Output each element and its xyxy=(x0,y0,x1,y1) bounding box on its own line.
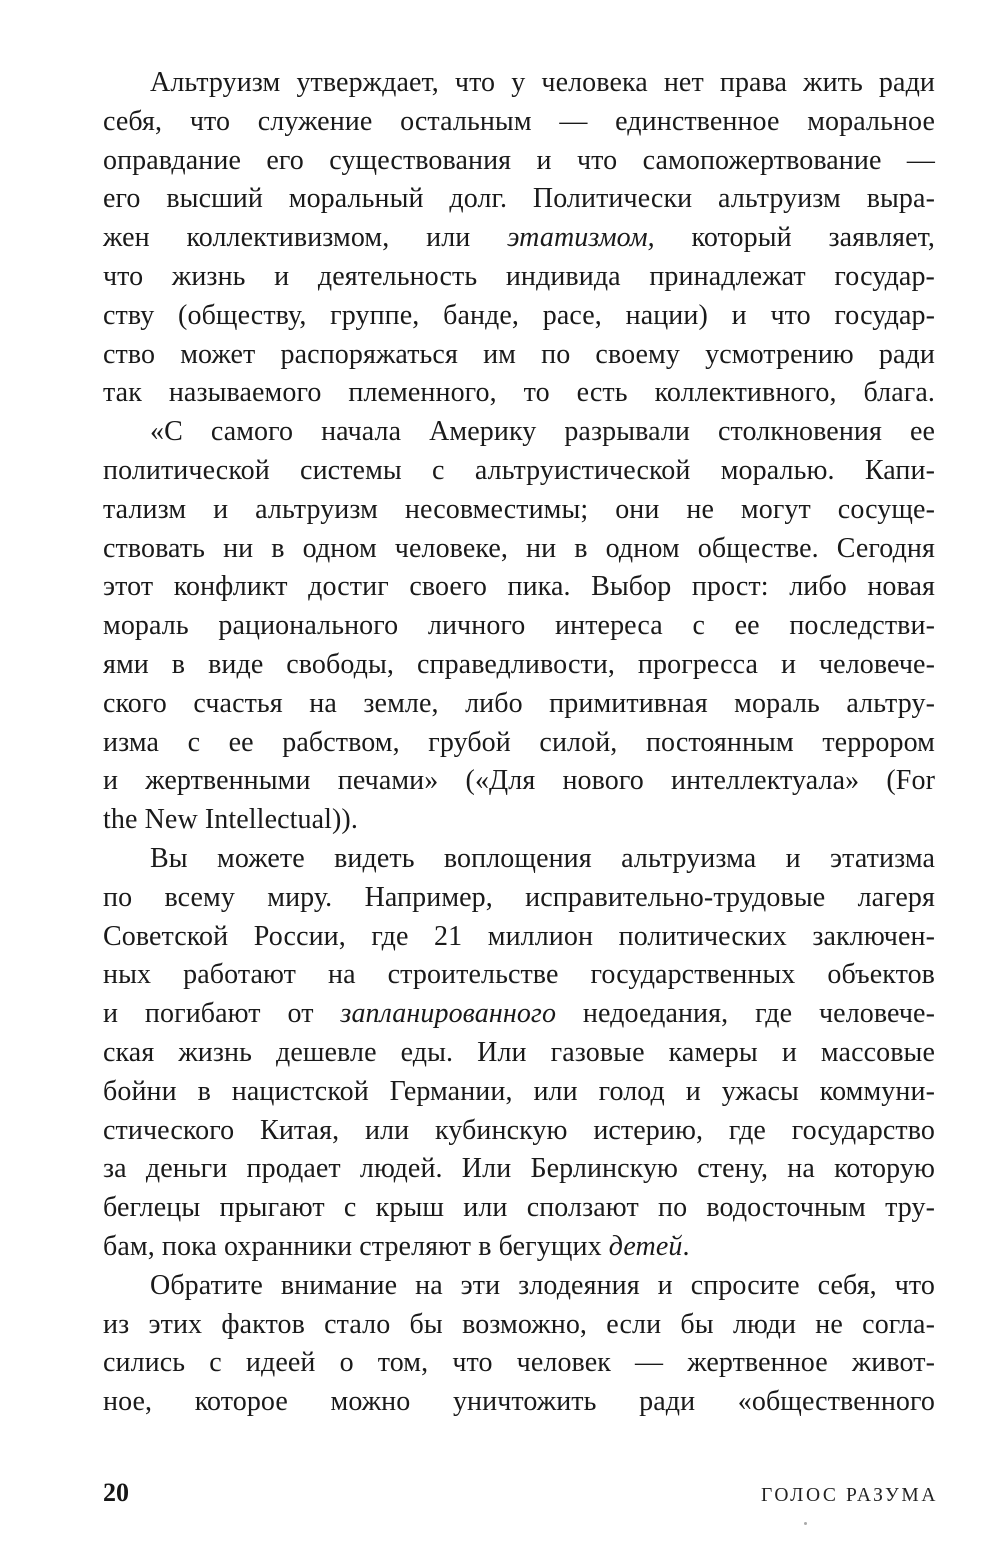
text-line xyxy=(103,995,935,1034)
text-segment: оправдание его существования и что самопожертвование — xyxy=(103,144,935,176)
text-segment: недоедания, где человече- xyxy=(556,998,935,1030)
italic-text: запланированного xyxy=(340,998,557,1030)
text-segment: ству (обществу, группе, банде, расе, нации) и что государ- xyxy=(103,299,935,331)
text-line xyxy=(103,103,935,142)
page-number: 20 xyxy=(103,1478,129,1507)
text-segment: the New Intellectual)). xyxy=(103,804,358,836)
paragraph xyxy=(103,1267,935,1422)
page-footer xyxy=(103,1478,938,1508)
text-line xyxy=(103,1267,935,1306)
text-segment: бойни в нацистской Германии, или голод и ужасы коммуни- xyxy=(103,1075,935,1107)
text-segment: Обратите внимание на эти злодеяния и спросите себя, что xyxy=(150,1269,935,1301)
text-segment: жен коллективизмом, или xyxy=(103,222,508,254)
text-segment: и погибают от xyxy=(103,998,341,1030)
text-segment: себя, что служение остальным — единственное моральное xyxy=(103,105,935,137)
text-segment: ского счастья на земле, либо примитивная мораль альтру- xyxy=(103,687,935,719)
text-line xyxy=(103,530,935,569)
text-line xyxy=(103,180,935,219)
text-line xyxy=(103,374,935,413)
scan-speck-artifact xyxy=(804,1522,807,1525)
text-line xyxy=(103,1034,935,1073)
text-segment: беглецы прыгают с крыш или сползают по водосточным тру- xyxy=(103,1192,935,1224)
text-segment: за деньги продает людей. Или Берлинскую стену, на которую xyxy=(103,1153,935,1185)
text-segment: ями в виде свободы, справедливости, прогресса и человече- xyxy=(103,648,935,680)
text-line xyxy=(103,1383,935,1422)
text-segment: Советской России, где 21 миллион политических заключен- xyxy=(103,920,935,952)
text-segment: политической системы с альтруистической моралью. Капи- xyxy=(103,454,935,486)
paragraph xyxy=(103,64,935,413)
text-line xyxy=(103,452,935,491)
paragraph xyxy=(103,840,935,1267)
text-line xyxy=(103,956,935,995)
text-line xyxy=(103,413,935,452)
text-segment: так называемого племенного, то есть коллективного, блага. xyxy=(103,377,935,409)
text-segment: и жертвенными печами» («Для нового интеллектуала» (For xyxy=(103,765,935,797)
text-segment: этот конфликт достиг своего пика. Выбор прост: либо новая xyxy=(103,571,935,603)
text-line xyxy=(103,336,935,375)
text-segment: тализм и альтруизм несовместимы; они не могут сосуще- xyxy=(103,493,935,525)
text-line xyxy=(103,685,935,724)
text-segment: что жизнь и деятельность индивида принадлежат государ- xyxy=(103,260,935,292)
text-line xyxy=(103,219,935,258)
text-line xyxy=(103,840,935,879)
text-segment: сились с идеей о том, что человек — жертвенное живот- xyxy=(103,1347,935,1379)
text-segment: . xyxy=(682,1230,690,1262)
text-segment: по всему миру. Например, исправительно-трудовые лагеря xyxy=(103,881,935,913)
text-line xyxy=(103,801,935,840)
text-segment: стического Китая, или кубинскую истерию, где государство xyxy=(103,1114,935,1146)
text-line xyxy=(103,1150,935,1189)
text-segment: Вы можете видеть воплощения альтруизма и этатизма xyxy=(150,842,935,874)
text-segment: ных работают на строительстве государственных объектов xyxy=(103,959,935,991)
text-segment: ство может распоряжаться им по своему усмотрению ради xyxy=(103,338,935,370)
text-segment: его высший моральный долг. Политически альтруизм выра- xyxy=(103,183,935,215)
text-segment: изма с ее рабством, грубой силой, постоянным террором xyxy=(103,726,935,758)
text-line xyxy=(103,568,935,607)
text-segment: Альтруизм утверждает, что у человека нет права жить ради xyxy=(150,67,935,98)
text-line xyxy=(103,142,935,181)
text-line xyxy=(103,1306,935,1345)
text-segment: «С самого начала Америку разрывали столкновения ее xyxy=(150,416,935,448)
text-line xyxy=(103,258,935,297)
text-line xyxy=(103,491,935,530)
italic-text: этатизмом, xyxy=(507,222,655,254)
text-segment: ное, которое можно уничтожить ради «общественного xyxy=(103,1386,935,1418)
text-line xyxy=(103,297,935,336)
text-segment: ствовать ни в одном человеке, ни в одном обществе. Сегодня xyxy=(103,532,935,564)
text-segment: из этих фактов стало бы возможно, если бы люди не согла- xyxy=(103,1308,935,1340)
text-line xyxy=(103,1112,935,1151)
text-line xyxy=(103,1344,935,1383)
paragraph xyxy=(103,413,935,840)
text-line xyxy=(103,607,935,646)
text-segment: который заявляет, xyxy=(654,222,935,254)
body-text xyxy=(103,64,935,1422)
text-segment: ская жизнь дешевле еды. Или газовые камеры и массовые xyxy=(103,1036,935,1068)
running-title: ГОЛОС РАЗУМА xyxy=(761,1485,938,1506)
text-segment: бам, пока охранники стреляют в бегущих xyxy=(103,1230,609,1262)
text-line xyxy=(103,64,935,103)
text-line xyxy=(103,646,935,685)
text-segment: мораль рационального личного интереса с ее последстви- xyxy=(103,610,935,642)
text-line xyxy=(103,1189,935,1228)
text-line xyxy=(103,918,935,957)
italic-text: детей xyxy=(608,1230,683,1262)
text-line xyxy=(103,724,935,763)
text-line xyxy=(103,1073,935,1112)
text-line xyxy=(103,762,935,801)
text-line xyxy=(103,879,935,918)
text-line xyxy=(103,1228,935,1267)
